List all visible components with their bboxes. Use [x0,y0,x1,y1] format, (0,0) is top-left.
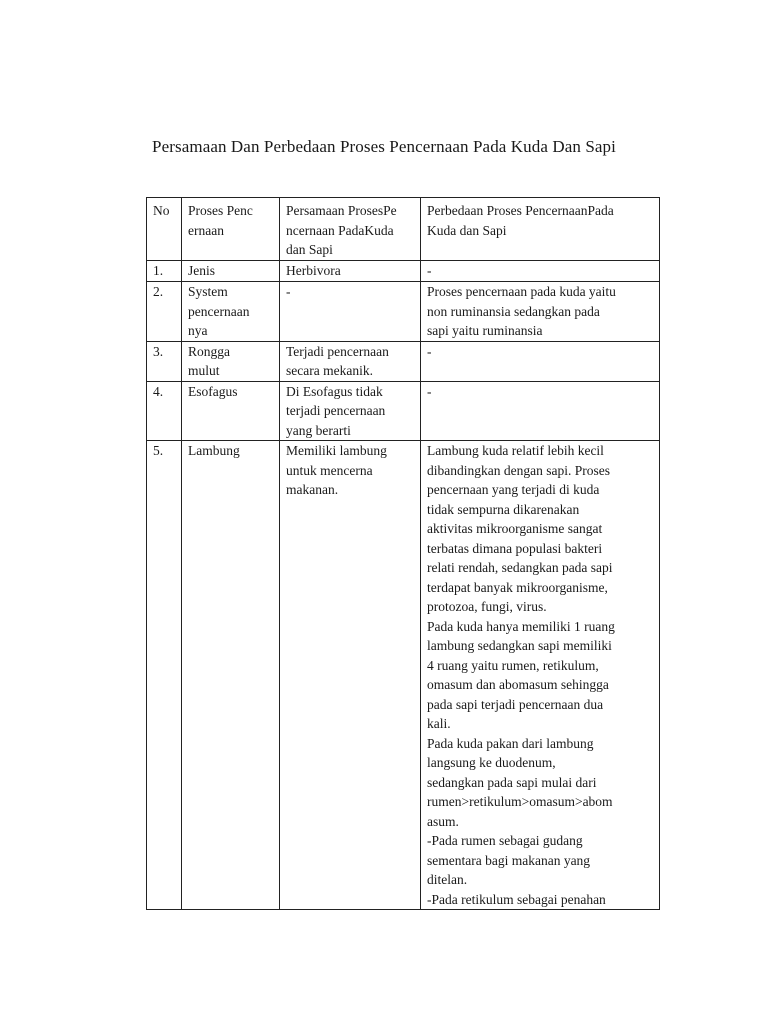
table-row [147,441,660,910]
cell-text-line: lambung sedangkan sapi memiliki [427,638,612,653]
cell-text-line: No [153,203,170,218]
cell-perbedaan [421,261,660,282]
cell-perbedaan [421,441,660,910]
cell-no [147,341,182,381]
header-proses [182,198,280,261]
cell-text-line: - [427,383,432,399]
cell-text-line: yang berarti [286,422,351,438]
cell-text-line: pencernaan [188,303,250,319]
table-header-row [147,198,660,261]
cell-text-line: Pada kuda hanya memiliki 1 ruang [427,618,615,634]
cell-text-line: dibandingkan dengan sapi. Proses [427,462,610,478]
cell-text-line: Memiliki lambung [286,443,387,458]
cell-text-line: rumen>retikulum>omasum>abom [427,794,613,809]
cell-persamaan [280,441,421,910]
cell-text-line: - [427,263,432,278]
cell-text-line: Proses pencernaan pada kuda yaitu [427,284,616,299]
cell-text-line: -Pada rumen sebagai gudang [427,833,583,848]
cell-text-line: kali. [427,716,451,731]
cell-text-line: langsung ke duodenum, [427,755,556,770]
cell-text-line: untuk mencerna [286,462,373,478]
cell-persamaan [280,381,421,441]
cell-text-line: Proses Penc [188,203,253,218]
cell-perbedaan [421,282,660,342]
cell-text-line: dan Sapi [286,242,333,257]
cell-persamaan [280,261,421,282]
cell-text-line: pencernaan yang terjadi di kuda [427,482,600,497]
cell-perbedaan [421,381,660,441]
cell-no [147,441,182,910]
cell-text-line: Herbivora [286,263,341,278]
table-row [147,261,660,282]
header-persamaan [280,198,421,261]
cell-text-line: aktivitas mikroorganisme sangat [427,521,603,536]
cell-text-line: Jenis [188,263,215,278]
cell-text-line: secara mekanik. [286,363,373,378]
cell-text-line: terjadi pencernaan [286,403,386,418]
cell-no [147,282,182,342]
cell-text-line: makanan. [286,482,339,497]
cell-proses [182,282,280,342]
table-row [147,282,660,342]
cell-no [147,261,182,282]
cell-persamaan [280,282,421,342]
cell-text-line: terdapat banyak mikroorganisme, [427,579,608,595]
cell-text-line: Pada kuda pakan dari lambung [427,735,594,751]
cell-text-line: Terjadi pencernaan [286,343,389,359]
cell-text-line: 4 ruang yaitu rumen, retikulum, [427,657,599,673]
cell-text-line: tidak sempurna dikarenakan [427,501,580,517]
cell-text-line: non ruminansia sedangkan pada [427,303,600,319]
cell-text-line: - [286,284,291,299]
cell-proses [182,261,280,282]
cell-text-line: Kuda dan Sapi [427,222,507,238]
cell-text-line: Di Esofagus tidak [286,383,383,399]
cell-perbedaan [421,341,660,381]
cell-text-line: - [427,343,432,359]
cell-persamaan [280,341,421,381]
cell-text-line: 4. [153,383,164,399]
cell-no [147,381,182,441]
cell-text-line: relati rendah, sedangkan pada sapi [427,560,613,575]
cell-text-line: ditelan. [427,872,468,887]
cell-text-line: asum. [427,813,459,829]
cell-text-line: sementara bagi makanan yang [427,852,591,868]
cell-text-line: pada sapi terjadi pencernaan dua [427,696,604,712]
cell-text-line: 5. [153,443,164,458]
cell-text-line: protozoa, fungi, virus. [427,599,547,614]
cell-proses [182,341,280,381]
cell-text-line: Perbedaan Proses PencernaanPada [427,203,614,218]
table-row [147,341,660,381]
cell-text-line: omasum dan abomasum sehingga [427,677,609,692]
cell-text-line: sapi yaitu ruminansia [427,323,543,338]
cell-text-line: System [188,284,228,299]
cell-text-line: -Pada retikulum sebagai penahan [427,891,606,907]
cell-text-line: sedangkan pada sapi mulai dari [427,774,597,790]
cell-text-line: nya [188,323,208,338]
cell-text-line: ncernaan PadaKuda [286,222,394,238]
cell-text-line: 3. [153,343,164,359]
cell-text-line: Persamaan ProsesPe [286,203,397,218]
cell-text-line: Lambung [188,443,240,458]
header-perbedaan [421,198,660,261]
cell-text-line: Lambung kuda relatif lebih kecil [427,443,604,458]
header-no [147,198,182,261]
cell-text-line: Rongga [188,343,230,359]
cell-proses [182,381,280,441]
cell-text-line: mulut [188,363,220,378]
table-row [147,381,660,441]
cell-text-line: 2. [153,284,164,299]
cell-proses [182,441,280,910]
cell-text-line: ernaan [188,222,224,238]
cell-text-line: 1. [153,263,164,278]
cell-text-line: Esofagus [188,383,238,399]
comparison-table [146,197,660,910]
document-title: Persamaan Dan Perbedaan Proses Pencernaan Pada Kuda Dan Sapi [152,137,616,156]
cell-text-line: terbatas dimana populasi bakteri [427,540,603,556]
